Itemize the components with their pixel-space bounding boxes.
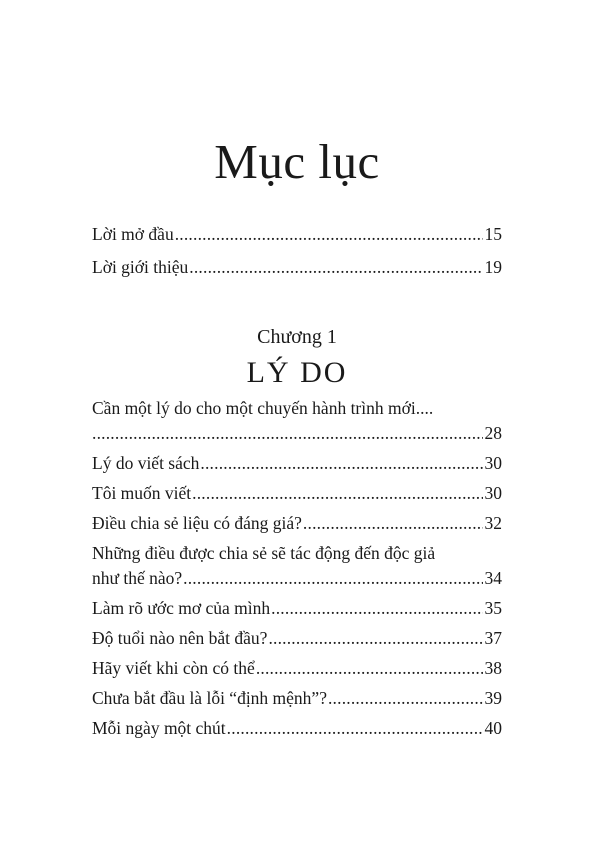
leader-dots (268, 625, 482, 651)
chapter-entry-list (92, 395, 502, 741)
toc-entry-page: 39 (484, 688, 502, 708)
toc-entry-page: 15 (484, 224, 502, 244)
toc-entry-page: 35 (484, 598, 502, 618)
toc-entry-text: Hãy viết khi còn có thể (92, 658, 255, 678)
toc-entry-text: Điều chia sẻ liệu có đáng giá? (92, 513, 302, 533)
toc-entry[interactable] (92, 655, 502, 681)
toc-entry-text: Cần một lý do cho một chuyến hành trình mới.... (92, 398, 434, 418)
toc-entry-page: 37 (484, 628, 502, 648)
toc-entry[interactable] (92, 510, 502, 536)
toc-entry-page: 30 (484, 483, 502, 503)
leader-dots (256, 655, 483, 681)
toc-entry[interactable] (92, 715, 502, 741)
front-matter-list (92, 221, 502, 280)
toc-entry-text: Tôi muốn viết (92, 483, 192, 503)
leader-dots (92, 420, 483, 446)
toc-entry[interactable] (92, 685, 502, 711)
toc-entry-text: Những điều được chia sẻ sẽ tác động đến độc giả (92, 543, 436, 563)
toc-entry[interactable] (92, 480, 502, 506)
leader-dots (303, 510, 483, 536)
toc-entry[interactable] (92, 595, 502, 621)
toc-entry-text: Độ tuổi nào nên bắt đầu? (92, 628, 268, 648)
toc-entry-page: 28 (484, 423, 502, 443)
toc-entry-page: 40 (484, 718, 502, 738)
toc-entry[interactable] (92, 395, 502, 446)
toc-entry-page: 38 (484, 658, 502, 678)
toc-entry-text-continued: như thế nào? (92, 568, 183, 588)
toc-entry-text: Mỗi ngày một chút (92, 718, 226, 738)
toc-entry-page: 30 (484, 453, 502, 473)
toc-entry[interactable] (92, 221, 502, 247)
page-title: Mục lục (214, 134, 380, 189)
toc-entry[interactable] (92, 625, 502, 651)
toc-entry-text: Chưa bắt đầu là lỗi “định mệnh”? (92, 688, 327, 708)
leader-dots (328, 685, 483, 711)
toc-entry-text: Lời giới thiệu (92, 257, 189, 277)
leader-dots (192, 480, 482, 506)
toc-entry-page: 19 (484, 257, 502, 277)
leader-dots (227, 715, 483, 741)
leader-dots (271, 595, 482, 621)
toc-entry-text: Lý do viết sách (92, 453, 200, 473)
toc-entry-page: 32 (484, 513, 502, 533)
chapter-label: Chương 1 (257, 326, 337, 348)
toc-entry[interactable] (92, 254, 502, 280)
toc-entry[interactable] (92, 450, 502, 476)
toc-entry-page: 34 (484, 568, 502, 588)
toc-entry-text: Lời mở đầu (92, 224, 174, 244)
toc-entry-text: Làm rõ ước mơ của mình (92, 598, 271, 618)
chapter-title: LÝ DO (246, 356, 348, 389)
toc-entry[interactable] (92, 540, 502, 591)
leader-dots (183, 565, 482, 591)
leader-dots (189, 254, 482, 280)
leader-dots (175, 221, 483, 247)
leader-dots (200, 450, 482, 476)
